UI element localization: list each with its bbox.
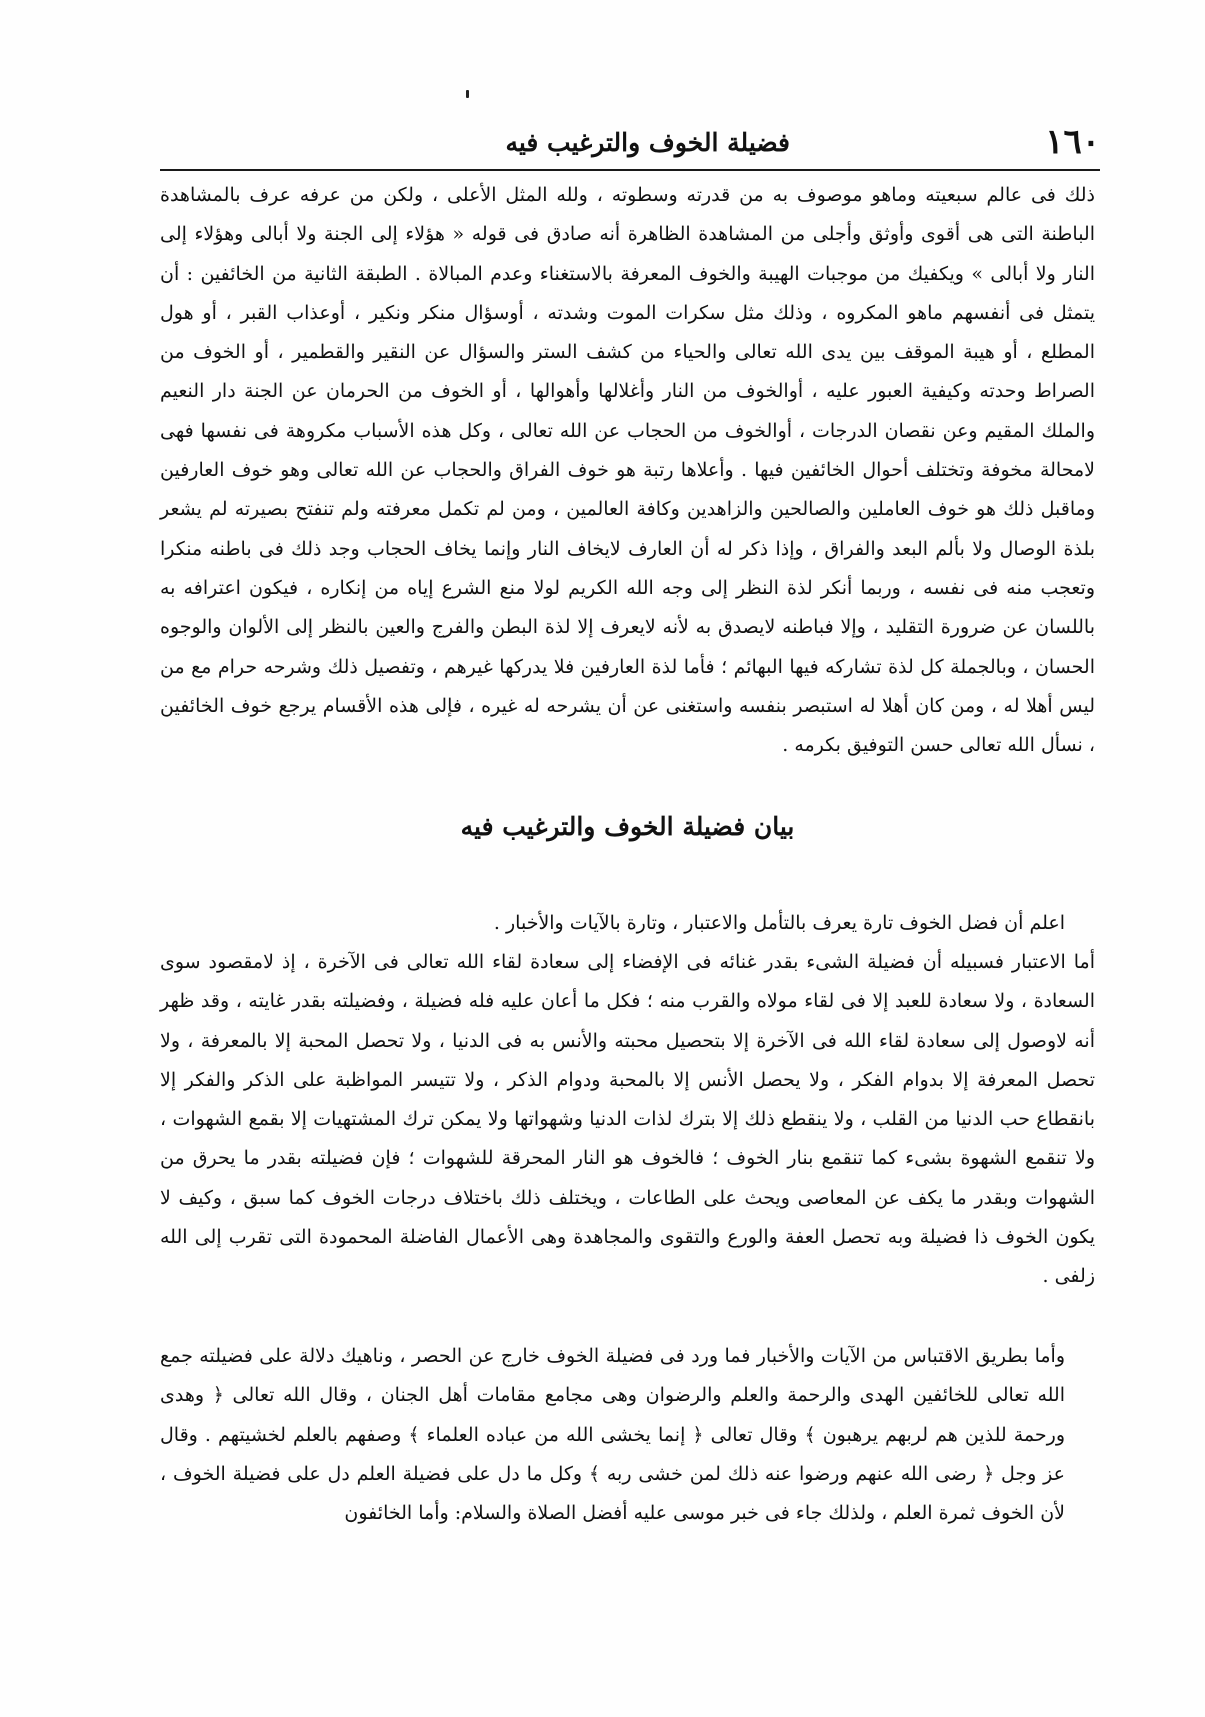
paragraph-text: اعلم أن فضل الخوف تارة يعرف بالتأمل والاعتبار ، وتارة بالآيات والأخبار . [493,912,1065,934]
page-header [160,120,1100,170]
paragraph-text: أما الاعتبار فسبيله أن فضيلة الشىء بقدر غنائه فى الإفضاء إلى سعادة لقاء الله تعالى فى الآخرة ، إذ لامقصود سوى السعادة ، ولا سعادة للعبد إلا فى لقاء مولاه والقرب منه ؛ فكل ما أعان عليه فله فضيلة ، وفضيلته بقدر غايته ، وقد ظهر أنه لاوصول إلى سعادة لقاء الله فى الآخرة إلا بتحصيل محبته والأنس به فى الدنيا ، ولا تحصل المحبة إلا بالمعرفة ، ولا تحصل المعرفة إلا بدوام الفكر ، ولا يحصل الأنس إلا بالمحبة ودوام الذكر ، ولا تتيسر المواظبة على الذكر والفكر إلا بانقطاع حب الدنيا من القلب ، ولا ينقطع ذلك إلا بترك لذات الدنيا وشهواتها ولا يمكن ترك المشتهيات إلا بقمع الشهوات ، ولا تنقمع الشهوة بشىء كما تنقمع بنار الخوف ؛ فالخوف هو النار المحرقة للشهوات ؛ فإن فضيلته بقدر ما يحرق من الشهوات وبقدر ما يكف عن المعاصى ويحث على الطاعات ، ويختلف ذلك باختلاف درجات الخوف كما سبق ، وكيف لا يكون الخوف ذا فضيلة وبه تحصل العفة والورع والتقوى والمجاهدة وهى الأعمال الفاضلة المحمودة التى تقرب إلى الله زلفى . [160,951,1095,1288]
page-mark [466,90,469,98]
header-divider [160,169,1100,171]
paragraph-intro [160,903,1095,943]
paragraph-verses [160,1337,1095,1533]
section-heading: بيان فضيلة الخوف والترغيب فيه [460,812,795,841]
running-title: فضيلة الخوف والترغيب فيه [505,128,790,157]
page-number: ١٦٠ [1045,122,1100,162]
paragraph-fear-levels [160,176,1095,765]
paragraph-text: وأما بطريق الاقتباس من الآيات والأخبار فما ورد فى فضيلة الخوف خارج عن الحصر ، وناهيك دلالة على فضيلته جمع الله تعالى للخائفين الهدى والرحمة والعلم والرضوان وهى مجامع مقامات أهل الجنان ، وقال الله تعالى ﴿ وهدى ورحمة للذين هم لربهم يرهبون ﴾ وقال تعالى ﴿ إنما يخشى الله من عباده العلماء ﴾ وصفهم بالعلم لخشيتهم . وقال عز وجل ﴿ رضى الله عنهم ورضوا عنه ذلك لمن خشى ربه ﴾ وكل ما دل على فضيلة العلم دل على فضيلة الخوف ، لأن الخوف ثمرة العلم ، ولذلك جاء فى خبر موسى عليه أفضل الصلاة والسلام: وأما الخائفون [160,1345,1065,1525]
paragraph-text: ذلك فى عالم سبعيته وماهو موصوف به من قدرته وسطوته ، ولله المثل الأعلى ، ولكن من عرفه عرف بالمشاهدة الباطنة التى هى أقوى وأوثق وأجلى من المشاهدة الظاهرة أنه صادق فى قوله « هؤلاء إلى الجنة ولا أبالى وهؤلاء إلى النار ولا أبالى » ويكفيك من موجبات الهيبة والخوف المعرفة بالاستغناء وعدم المبالاة . الطبقة الثانية من الخائفين : أن يتمثل فى أنفسهم ماهو المكروه ، وذلك مثل سكرات الموت وشدته ، أوسؤال منكر ونكير ، أوعذاب القبر ، أو هول المطلع ، أو هيبة الموقف بين يدى الله تعالى والحياء من كشف الستر والسؤال عن النقير والقطمير ، أو الخوف من الصراط وحدته وكيفية العبور عليه ، أوالخوف من النار وأغلالها وأهوالها ، أو الخوف من الحرمان عن الجنة دار النعيم والملك المقيم وعن نقصان الدرجات ، أوالخوف من الحجاب عن الله تعالى ، وكل هذه الأسباب مكروهة فى نفسها فهى لامحالة مخوفة وتختلف أحوال الخائفين فيها . وأعلاها رتبة هو خوف الفراق والحجاب عن الله تعالى وهو خوف العارفين وماقبل ذلك هو خوف العاملين والصالحين والزاهدين وكافة العالمين ، ومن لم تكمل معرفته ولم تنفتح بصيرته لم يشعر بلذة الوصال ولا بألم البعد والفراق ، وإذا ذكر له أن العارف لايخاف النار وإنما يخاف الحجاب وجد ذلك فى باطنه منكرا وتعجب منه فى نفسه ، وربما أنكر لذة النظر إلى وجه الله الكريم لولا منع الشرع إياه من إنكاره ، فيكون اعترافه به باللسان عن ضرورة التقليد ، وإلا فباطنه لايصدق به لأنه لايعرف إلا لذة البطن والفرج والعين بالنظر إلى الألوان والوجوه الحسان ، وبالجملة كل لذة تشاركه فيها البهائم ؛ فأما لذة العارفين فلا يدركها غيرهم ، وتفصيل ذلك وشرحه حرام مع من ليس أهلا له ، ومن كان أهلا له استبصر بنفسه واستغنى عن أن يشرحه له غيره ، فإلى هذه الأقسام يرجع خوف الخائفين ، نسأل الله تعالى حسن التوفيق بكرمه . [160,184,1095,757]
paragraph-reflection [160,943,1095,1297]
